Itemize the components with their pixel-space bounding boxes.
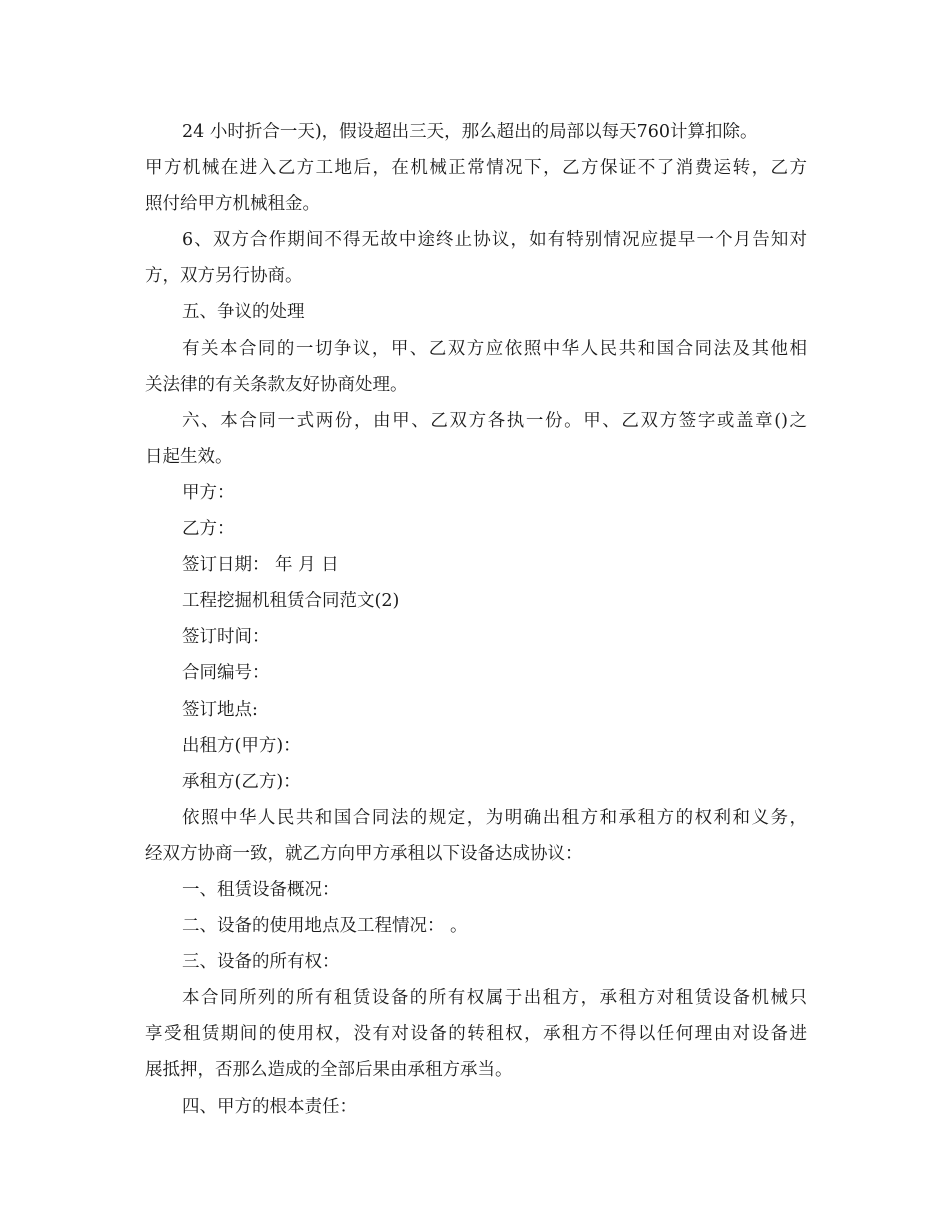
paragraph-line: 日起生效。: [145, 446, 233, 467]
paragraph-line: 本合同所列的所有租赁设备的所有权属于出租方，承租方对租赁设备机械只: [182, 988, 807, 1009]
paragraph-line: 关法律的有关条款友好协商处理。: [145, 374, 408, 395]
lessor-field: 出租方(甲方)：: [182, 735, 301, 756]
lessee-field: 承租方(乙方)：: [182, 771, 301, 792]
paragraph-line: 24 小时折合一天)，假设超出三天，那么超出的局部以每天760计算扣除。: [182, 122, 758, 142]
paragraph-line: 照付给甲方机械租金。: [145, 194, 320, 215]
document-title: 工程挖掘机租赁合同范文(2): [182, 591, 400, 612]
paragraph-line: 6、双方合作期间不得无故中途终止协议，如有特别情况应提早一个月告知对: [182, 230, 807, 251]
signing-place-field: 签订地点:: [182, 699, 258, 720]
paragraph-line: 方，双方另行协商。: [145, 266, 303, 287]
section-heading: 二、设备的使用地点及工程情况： 。: [182, 916, 468, 937]
paragraph-line: 有关本合同的一切争议，甲、乙双方应依照中华人民共和国合同法及其他相: [182, 338, 807, 359]
party-a-field: 甲方：: [182, 482, 235, 503]
contract-number-field: 合同编号：: [182, 663, 270, 684]
paragraph-line: 甲方机械在进入乙方工地后，在机械正常情况下，乙方保证不了消费运转，乙方: [145, 158, 807, 179]
party-b-field: 乙方：: [182, 519, 235, 540]
paragraph-line: 依照中华人民共和国合同法的规定，为明确出租方和承租方的权利和义务，: [182, 807, 807, 828]
section-heading: 五、争议的处理: [182, 302, 305, 323]
document-body: [145, 114, 807, 1125]
signing-date-field: 签订日期： 年 月 日: [182, 555, 339, 576]
section-heading: 四、甲方的根本责任：: [182, 1096, 357, 1117]
section-heading: 三、设备的所有权：: [182, 952, 340, 973]
paragraph-line: 经双方协商一致，就乙方向甲方承租以下设备达成协议：: [145, 843, 583, 864]
paragraph-line: 六、本合同一式两份，由甲、乙双方各执一份。甲、乙双方签字或盖章()之: [182, 410, 807, 431]
paragraph-line: 享受租赁期间的使用权，没有对设备的转租权，承租方不得以任何理由对设备进: [145, 1024, 807, 1045]
signing-time-field: 签订时间：: [182, 627, 270, 648]
section-heading: 一、租赁设备概况：: [182, 879, 340, 900]
paragraph-line: 展抵押，否那么造成的全部后果由承租方承当。: [145, 1060, 513, 1081]
